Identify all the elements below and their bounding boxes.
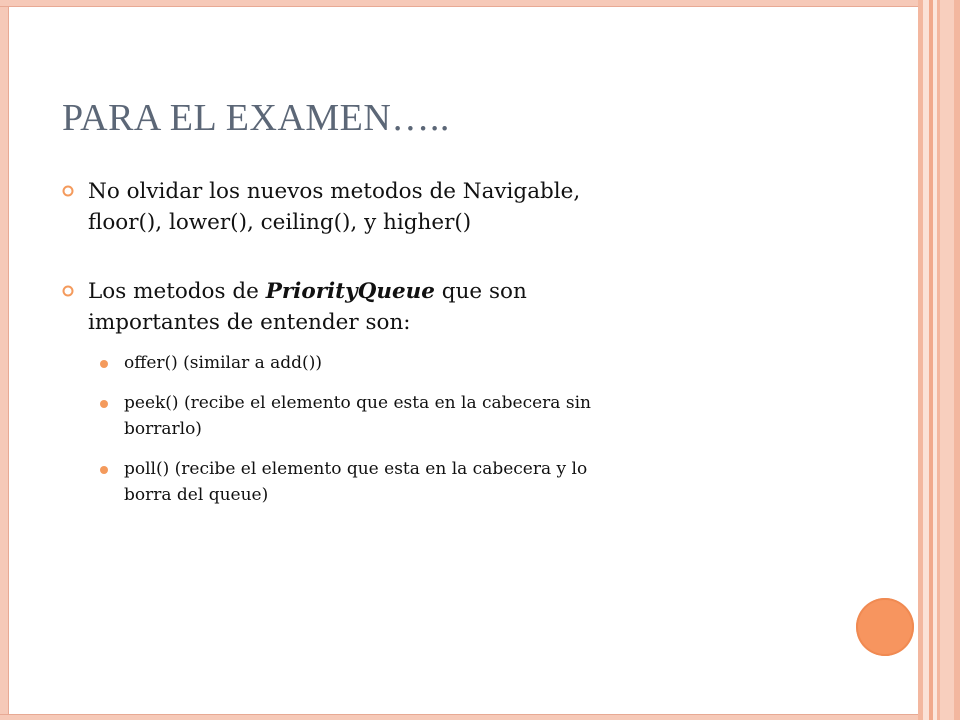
hollow-circle-icon — [62, 285, 74, 297]
decorative-stripe — [940, 0, 954, 720]
slide-content — [62, 176, 862, 522]
bullet-text-emphasis: PriorityQueue — [265, 279, 435, 304]
filled-dot-icon — [100, 360, 108, 368]
decorative-circle — [856, 598, 914, 656]
bullet-text-suffix: que son — [434, 279, 527, 304]
sub-bullet-item-peek — [100, 390, 862, 442]
hollow-circle-icon — [62, 185, 74, 197]
sub-bullet-text-line: borrarlo) — [124, 419, 202, 439]
slide-frame-top — [0, 0, 920, 7]
sub-bullet-text-line: peek() (recibe el elemento que esta en la cabecera sin — [124, 393, 591, 413]
bullet-text-prefix: Los metodos de — [88, 279, 266, 304]
slide-frame-bottom — [0, 714, 920, 720]
sub-bullet-item-poll — [100, 456, 862, 508]
sub-bullet-item-offer — [100, 350, 862, 376]
filled-dot-icon — [100, 466, 108, 474]
sub-bullet-text-line: borra del queue) — [124, 485, 269, 505]
sub-bullet-list — [62, 350, 862, 508]
slide-frame-left — [0, 0, 9, 720]
bullet-item-priorityqueue — [62, 276, 862, 338]
sub-bullet-text-line: offer() (similar a add()) — [124, 353, 322, 373]
bullet-text-line: importantes de entender son: — [88, 310, 411, 335]
decorative-stripe — [954, 0, 960, 720]
bullet-text-line: floor(), lower(), ceiling(), y higher() — [88, 210, 472, 235]
bullet-text-line — [88, 276, 862, 307]
bullet-text-line: No olvidar los nuevos metodos de Navigable, — [88, 179, 581, 204]
bullet-item-navigable — [62, 176, 862, 238]
filled-dot-icon — [100, 400, 108, 408]
slide-title: PARA EL EXAMEN….. — [62, 97, 450, 139]
sub-bullet-text-line: poll() (recibe el elemento que esta en la cabecera y lo — [124, 459, 588, 479]
